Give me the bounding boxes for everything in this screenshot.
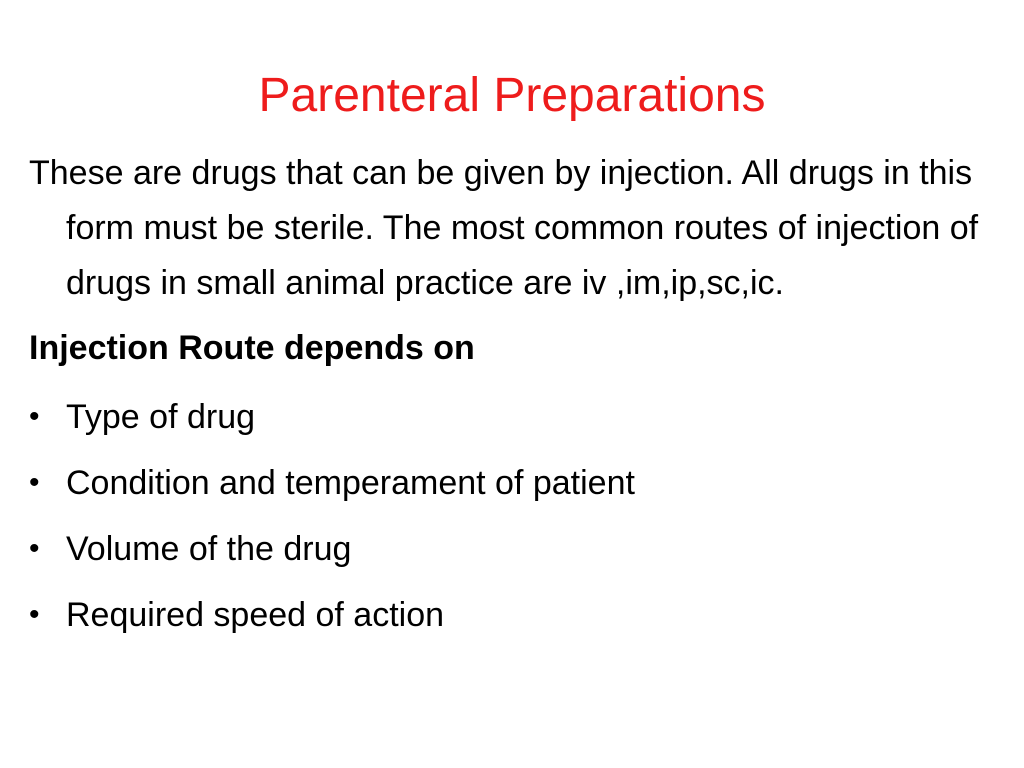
bullet-icon: • bbox=[29, 598, 40, 631]
bullet-icon: • bbox=[29, 400, 40, 433]
bullet-text: Type of drug bbox=[66, 398, 256, 436]
intro-paragraph: These are drugs that can be given by injection. All drugs in this form must be sterile. The most common routes of injection of drugs in small animal practice are iv ,im,ip,sc,ic. bbox=[29, 154, 979, 302]
subheading: Injection Route depends on bbox=[29, 329, 475, 367]
bullet-text: Volume of the drug bbox=[66, 530, 352, 568]
list-item bbox=[29, 582, 989, 648]
bullet-list bbox=[29, 384, 989, 648]
bullet-text: Required speed of action bbox=[66, 596, 445, 634]
list-item bbox=[29, 450, 989, 516]
list-item bbox=[29, 516, 989, 582]
bullet-icon: • bbox=[29, 466, 40, 499]
slide-body bbox=[29, 146, 989, 648]
bullet-text: Condition and temperament of patient bbox=[66, 464, 635, 502]
slide-title: Parenteral Preparations bbox=[258, 69, 766, 122]
bullet-icon: • bbox=[29, 532, 40, 565]
list-item bbox=[29, 384, 989, 450]
